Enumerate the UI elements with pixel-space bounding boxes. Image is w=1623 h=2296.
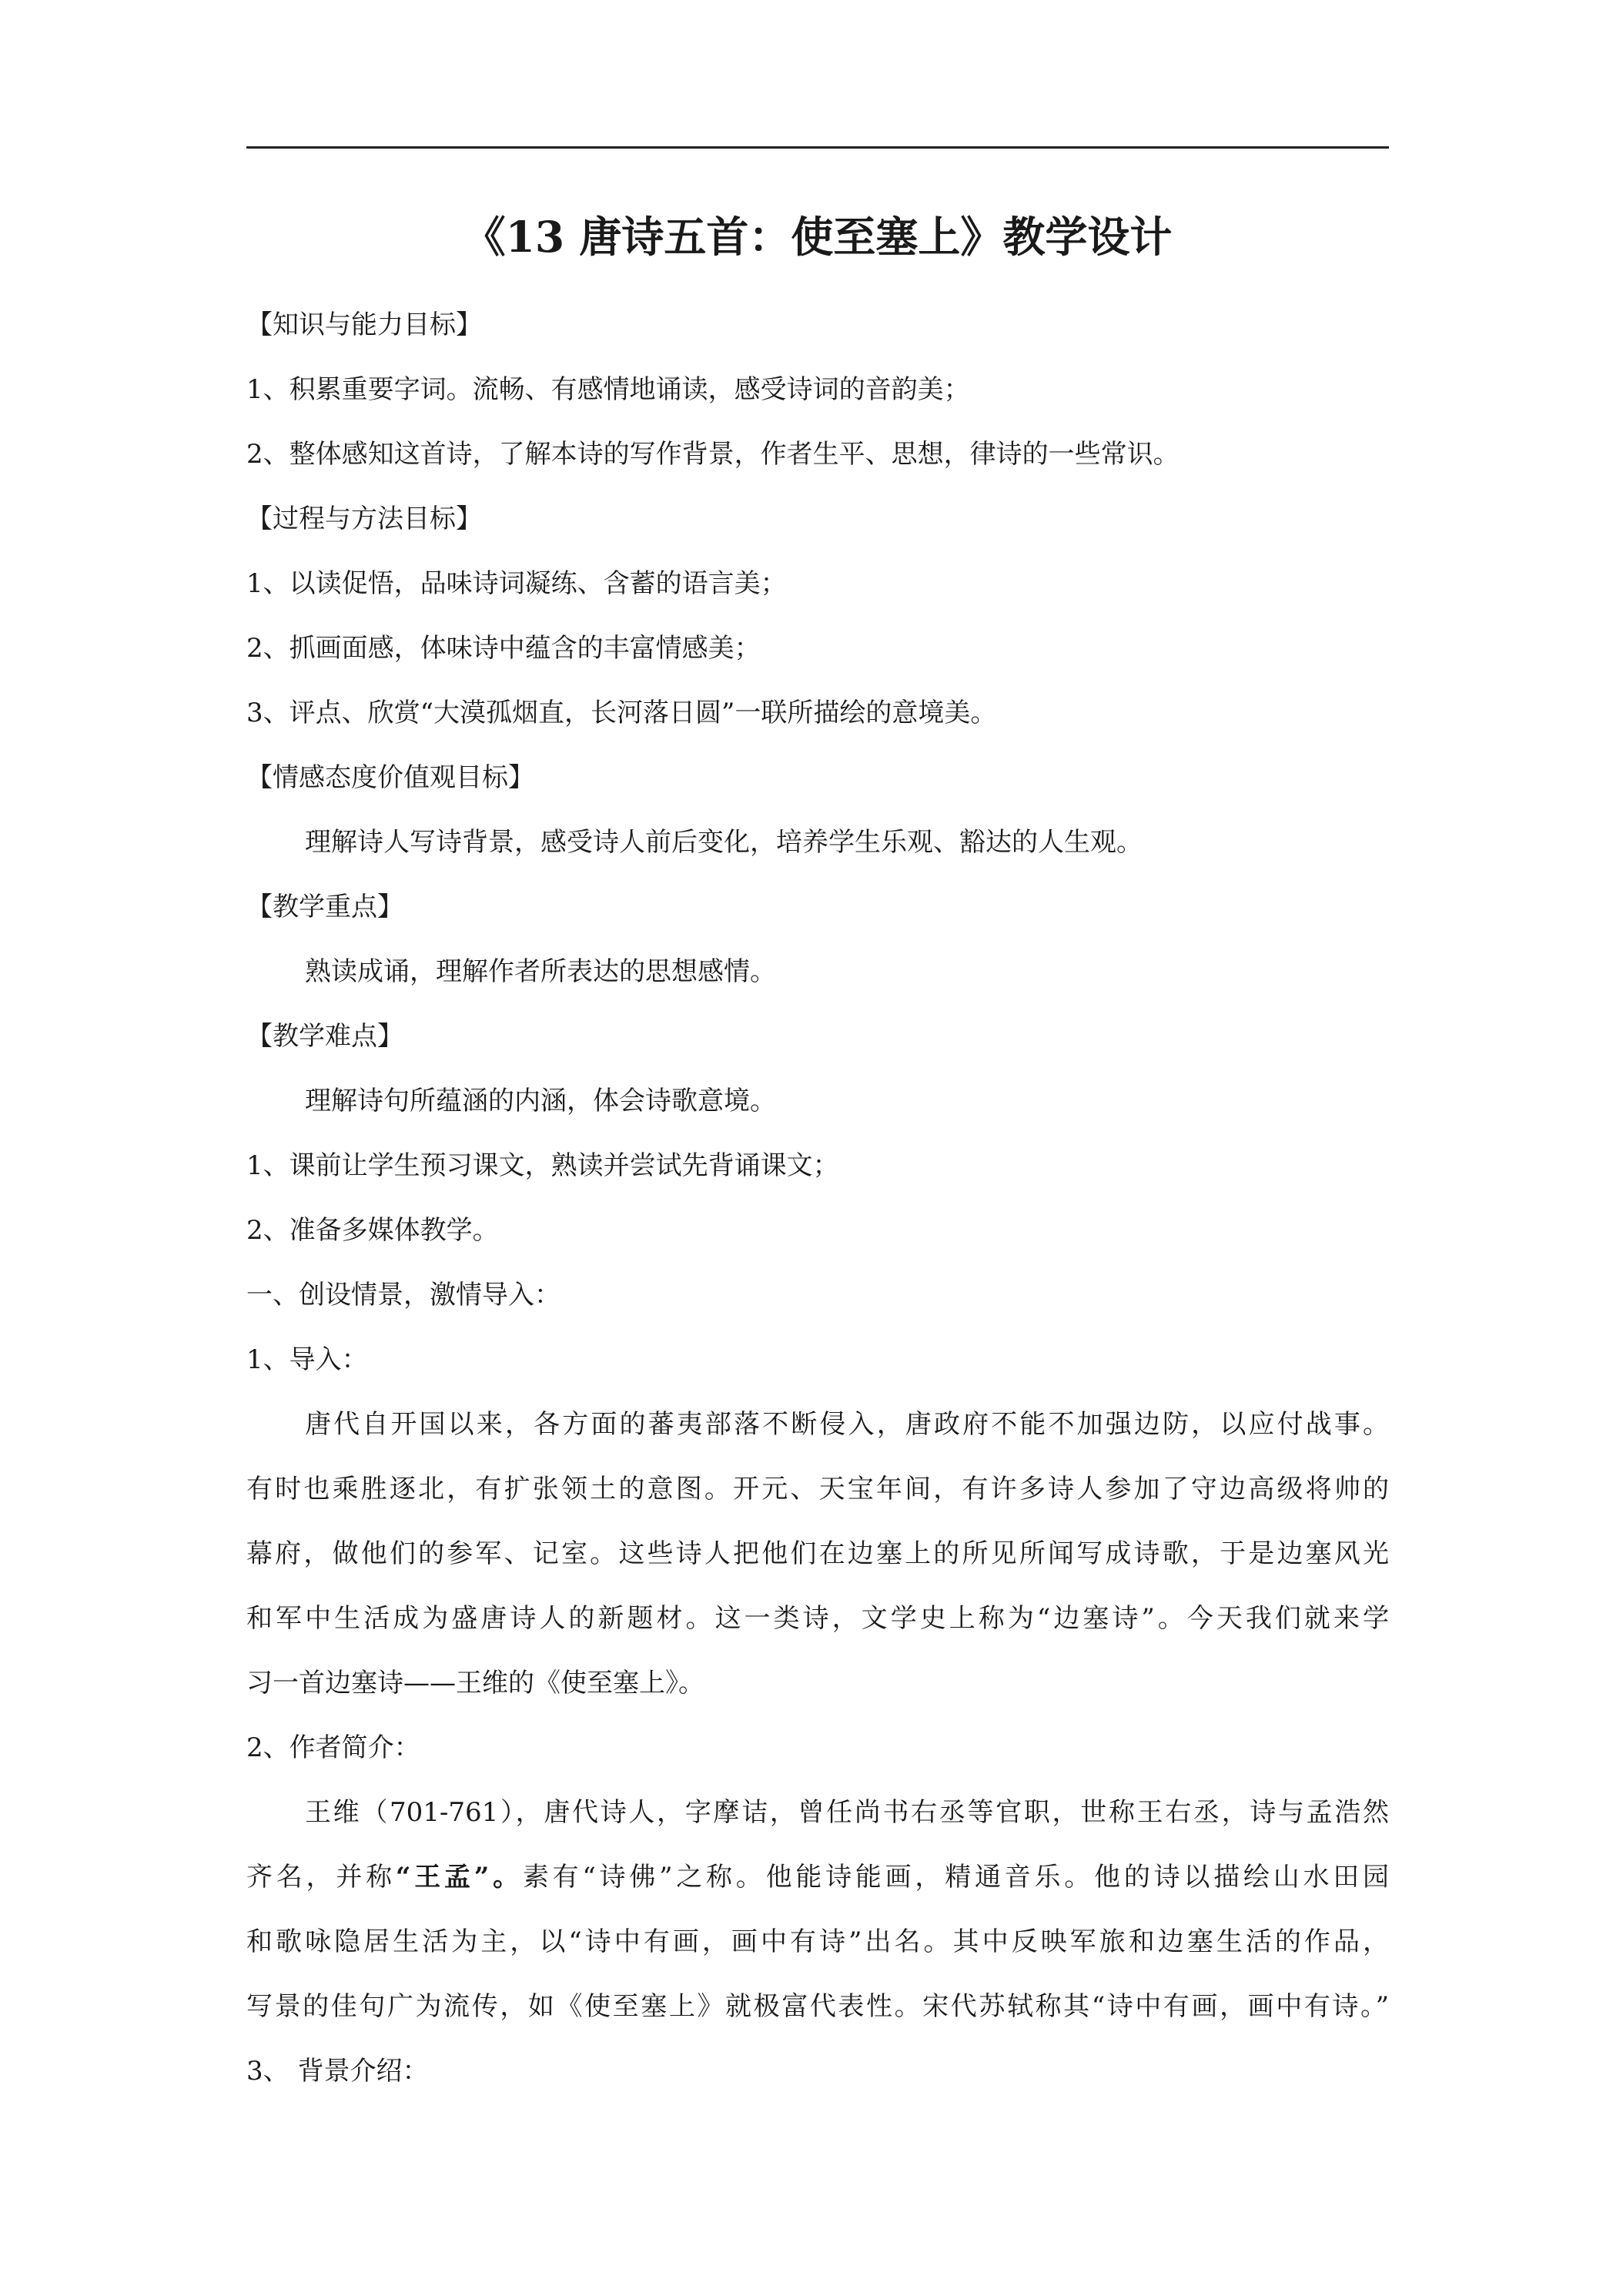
paragraph-line xyxy=(246,1586,1389,1651)
paragraph-line xyxy=(246,745,1389,810)
line-text: 理解诗句所蕴涵的内涵，体会诗歌意境。 xyxy=(305,1086,776,1116)
line-text: 1、导入： xyxy=(246,1344,368,1375)
line-text: 2、整体感知这首诗，了解本诗的写作背景，作者生平、思想，律诗的一些常识。 xyxy=(246,439,1180,470)
paragraph-line xyxy=(246,939,1389,1004)
line-text: 齐名，并称 xyxy=(246,1862,396,1893)
line-text: 写景的佳句广为流传，如《使至塞上》就极富代表性。宋代苏轼称其“诗中有画，画中有诗。” xyxy=(246,1991,1389,2022)
line-text: 和军中生活成为盛唐诗人的新题材。这一类诗，文学史上称为“边塞诗”。今天我们就来学 xyxy=(246,1603,1389,1634)
paragraph-line xyxy=(246,1845,1389,1909)
paragraph-line xyxy=(246,810,1389,875)
paragraph-line xyxy=(246,616,1389,681)
line-text: 2、抓画面感，体味诗中蕴含的丰富情感美； xyxy=(246,633,761,664)
paragraph-line xyxy=(246,1457,1389,1521)
line-text: 2、作者简介： xyxy=(246,1732,420,1763)
line-text-continued: 素有“诗佛”之称。他能诗能画，精通音乐。他的诗以描绘山水田园 xyxy=(522,1862,1390,1893)
line-text: 1、课前让学生预习课文，熟读并尝试先背诵课文； xyxy=(246,1150,839,1181)
paragraph-line xyxy=(246,293,1389,357)
paragraph-line xyxy=(246,875,1389,939)
paragraph-line xyxy=(246,1909,1389,1974)
line-text: 3、 背景介绍： xyxy=(246,2056,429,2087)
line-text: 一、创设情景，激情导入： xyxy=(246,1280,561,1310)
line-text: 【知识与能力目标】 xyxy=(246,310,482,340)
line-text: 1、以读促悟，品味诗词凝练、含蓄的语言美； xyxy=(246,568,787,599)
paragraph-line xyxy=(246,422,1389,487)
line-bold-text: “王孟”。 xyxy=(395,1862,523,1893)
paragraph-line xyxy=(246,1004,1389,1069)
line-text: 王维（701-761），唐代诗人，字摩诘，曾任尚书右丞等官职，世称王右丞，诗与孟浩然 xyxy=(305,1797,1389,1828)
paragraph-line xyxy=(246,681,1389,745)
line-text: 2、准备多媒体教学。 xyxy=(246,1215,499,1246)
paragraph-line xyxy=(246,1327,1389,1392)
paragraph-line xyxy=(246,2039,1389,2104)
line-text: 1、积累重要字词。流畅、有感情地诵读，感受诗词的音韵美； xyxy=(246,374,970,405)
line-text: 熟读成诵，理解作者所表达的思想感情。 xyxy=(305,956,776,987)
document-title: 《13 唐诗五首：使至塞上》教学设计 xyxy=(463,212,1173,262)
line-text: 习一首边塞诗——王维的《使至塞上》。 xyxy=(246,1668,704,1699)
paragraph-line xyxy=(246,1780,1389,1845)
paragraph-line xyxy=(246,487,1389,551)
paragraph-line xyxy=(246,1069,1389,1133)
paragraph-line xyxy=(246,1715,1389,1780)
paragraph-line xyxy=(246,551,1389,616)
line-text: 理解诗人写诗背景，感受诗人前后变化，培养学生乐观、豁达的人生观。 xyxy=(305,827,1143,858)
paragraph-line xyxy=(246,1263,1389,1327)
paragraph-line xyxy=(246,1974,1389,2039)
line-text: 【情感态度价值观目标】 xyxy=(246,762,534,793)
line-text: 唐代自开国以来，各方面的蕃夷部落不断侵入，唐政府不能不加强边防，以应付战事。 xyxy=(305,1409,1389,1440)
paragraph-line xyxy=(246,1651,1389,1715)
line-text: 【教学难点】 xyxy=(246,1021,403,1052)
line-text: 【教学重点】 xyxy=(246,892,403,922)
paragraph-line xyxy=(246,357,1389,422)
paragraph-line xyxy=(246,1133,1389,1198)
line-text: 【过程与方法目标】 xyxy=(246,504,482,534)
document-body xyxy=(246,293,1389,2104)
line-text: 和歌咏隐居生活为主，以“诗中有画，画中有诗”出名。其中反映军旅和边塞生活的作品， xyxy=(246,1926,1389,1957)
line-text: 幕府，做他们的参军、记室。这些诗人把他们在边塞上的所见所闻写成诗歌，于是边塞风光 xyxy=(246,1538,1389,1569)
header-rule xyxy=(246,146,1389,149)
line-text: 有时也乘胜逐北，有扩张领土的意图。开元、天宝年间，有许多诗人参加了守边高级将帅的 xyxy=(246,1474,1389,1504)
paragraph-line xyxy=(246,1198,1389,1263)
paragraph-line xyxy=(246,1392,1389,1457)
paragraph-line xyxy=(246,1521,1389,1586)
line-text: 3、评点、欣赏“大漠孤烟直，长河落日圆”一联所描绘的意境美。 xyxy=(246,698,997,728)
